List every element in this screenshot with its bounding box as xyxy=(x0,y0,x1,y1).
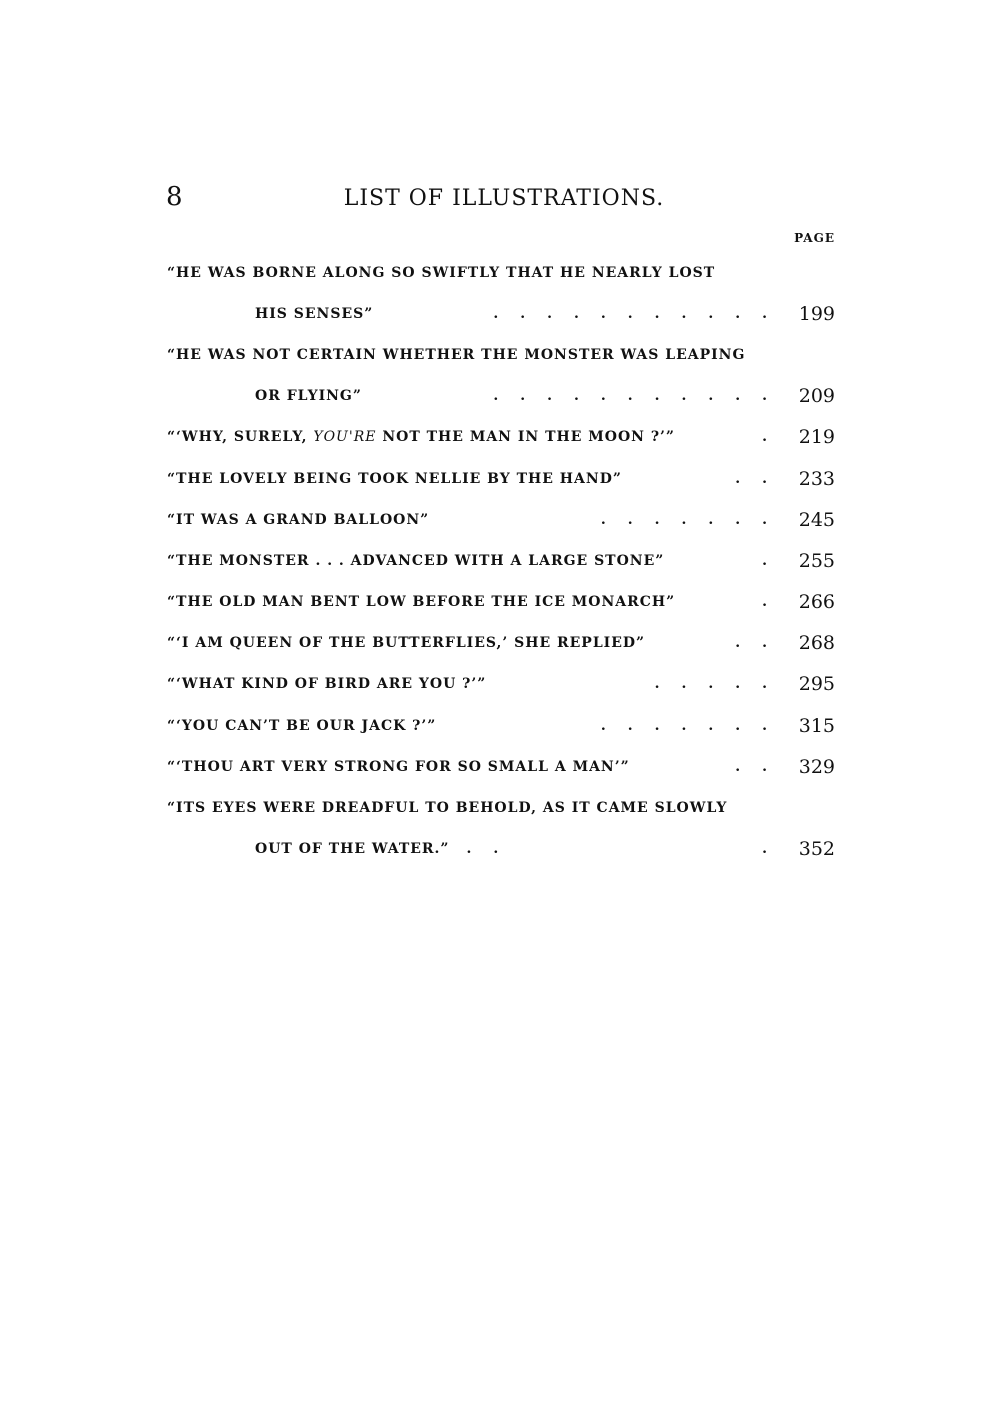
list-item xyxy=(167,623,835,664)
page-ref: 268 xyxy=(798,632,835,655)
caption-line xyxy=(167,429,675,445)
dot-leader: ..... xyxy=(654,676,789,693)
dot-leader: . xyxy=(762,429,789,446)
list-item xyxy=(167,705,835,746)
page-ref: 329 xyxy=(798,755,835,778)
page-column-label: PAGE xyxy=(794,231,835,245)
list-item xyxy=(167,787,835,828)
list-item xyxy=(167,252,835,293)
dot-leader: . .. xyxy=(466,841,789,858)
list-item xyxy=(167,540,835,581)
caption-line: “ITS EYES WERE DREADFUL TO BEHOLD, AS IT CAME SLOWLY xyxy=(167,800,728,817)
list-item xyxy=(167,417,835,458)
caption-line: “‘I AM QUEEN OF THE BUTTERFLIES,’ SHE REPLIED” xyxy=(167,635,646,652)
page-ref: 352 xyxy=(798,838,835,861)
page-number: 8 xyxy=(166,182,183,212)
dot-leader: ........... xyxy=(493,305,789,322)
caption-line: “‘WHAT KIND OF BIRD ARE YOU ?’” xyxy=(167,676,487,693)
page-ref: 209 xyxy=(798,385,835,408)
dot-leader: . xyxy=(762,594,789,611)
dot-leader: ....... xyxy=(600,511,789,528)
list-item xyxy=(167,746,835,787)
illustrations-list xyxy=(167,252,835,870)
list-item xyxy=(167,499,835,540)
page-ref: 255 xyxy=(798,549,835,572)
caption-line: “THE LOVELY BEING TOOK NELLIE BY THE HAND” xyxy=(167,470,622,487)
dot-leader: ........... xyxy=(493,388,789,405)
caption-line: “IT WAS A GRAND BALLOON” xyxy=(167,511,430,528)
dot-leader: .. xyxy=(735,470,789,487)
list-item xyxy=(167,458,835,499)
dot-leader: .. xyxy=(735,758,789,775)
list-item xyxy=(167,582,835,623)
list-item xyxy=(167,334,835,375)
list-item xyxy=(167,664,835,705)
caption-line: HIS SENSES” xyxy=(255,305,374,322)
dot-leader: ....... xyxy=(600,717,789,734)
list-item-continuation xyxy=(167,829,835,870)
page-title: LIST OF ILLUSTRATIONS. xyxy=(343,186,665,211)
page-ref: 295 xyxy=(798,673,835,696)
caption-line: OR FLYING” xyxy=(255,388,362,405)
list-item-continuation xyxy=(167,376,835,417)
page-ref: 245 xyxy=(798,508,835,531)
list-item-continuation xyxy=(167,293,835,334)
caption-text: “‘WHY, SURELY, xyxy=(167,429,314,446)
page-ref: 233 xyxy=(798,467,835,490)
caption-line: “THE OLD MAN BENT LOW BEFORE THE ICE MONARCH” xyxy=(167,594,676,611)
page-ref: 219 xyxy=(798,426,835,449)
page-ref: 266 xyxy=(798,591,835,614)
page-ref: 199 xyxy=(798,302,835,325)
dot-leader: . xyxy=(762,552,789,569)
caption-line: OUT OF THE WATER.” xyxy=(255,841,450,858)
caption-line: “HE WAS NOT CERTAIN WHETHER THE MONSTER WAS LEAPING xyxy=(167,346,746,363)
dot-leader: .. xyxy=(735,635,789,652)
caption-text: NOT THE MAN IN THE MOON ?’” xyxy=(376,429,675,446)
caption-line: “HE WAS BORNE ALONG SO SWIFTLY THAT HE NEARLY LOST xyxy=(167,264,716,281)
caption-line: “THE MONSTER . . . ADVANCED WITH A LARGE STONE” xyxy=(167,552,665,569)
caption-line: “‘THOU ART VERY STRONG FOR SO SMALL A MAN’” xyxy=(167,758,630,775)
page-ref: 315 xyxy=(798,714,835,737)
caption-emphasis: YOU'RE xyxy=(313,429,377,446)
caption-line: “‘YOU CAN’T BE OUR JACK ?’” xyxy=(167,717,437,734)
